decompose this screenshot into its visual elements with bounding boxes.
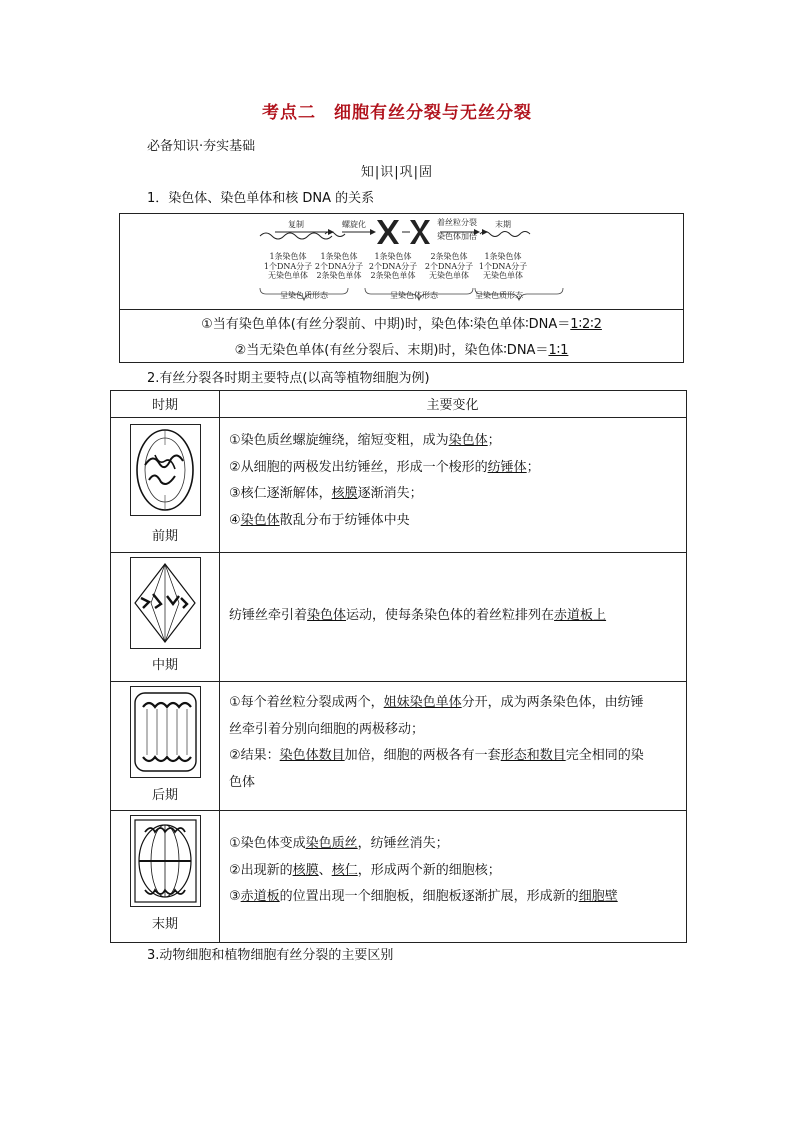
group-3-line-2: 2个DNA分子 [368, 261, 418, 271]
stage-prophase: 前期 [151, 529, 178, 544]
group-4-line-2: 2个DNA分子 [424, 261, 474, 271]
group-5-line-2: 1个DNA分子 [478, 261, 528, 271]
diagram-divider [120, 309, 683, 310]
text: 的位置出现一个细胞板，细胞板逐渐扩展，形成新的 [279, 889, 579, 904]
table-row-divider-1 [111, 552, 686, 553]
text: ，纺锤丝消失； [357, 836, 449, 851]
telophase-line-2 [229, 858, 618, 885]
keyword: 纺锤体 [487, 459, 527, 475]
metaphase-changes [229, 603, 606, 630]
telophase-image [130, 815, 201, 907]
chromosome-x-1 [377, 220, 399, 244]
brace-label-1: 呈染色质形态 [280, 291, 328, 300]
text: 散乱分布于纺锤体中央 [279, 512, 410, 528]
metaphase-image [130, 557, 201, 649]
anaphase-image [130, 686, 201, 778]
text: 丝牵引着分别向细胞的两极移动； [229, 721, 425, 737]
text: ①染色质丝螺旋缠绕，缩短变粗，成为 [229, 433, 449, 448]
group-3-line-1: 1条染色体 [374, 252, 412, 261]
keyword: 赤道板 [240, 889, 280, 904]
item3-title: 3.动物细胞和植物细胞有丝分裂的主要区别 [147, 948, 394, 963]
telophase-drawing [131, 816, 200, 906]
note-2 [120, 339, 683, 358]
prophase-changes [229, 428, 540, 534]
group-3 [367, 252, 419, 281]
text: 完全相同的染 [565, 748, 644, 763]
anaphase-line-1 [229, 690, 644, 717]
keyword: 染色体数目 [279, 748, 345, 763]
metaphase-line-1 [229, 603, 606, 630]
text: 运动，使每条染色体的着丝粒排列在 [346, 608, 555, 623]
text: 、 [318, 862, 332, 878]
header-changes: 主要变化 [426, 398, 479, 413]
text: ②出现新的 [229, 862, 293, 878]
group-1-line-2: 1个DNA分子 [263, 261, 313, 271]
group-2-line-3: 2条染色单体 [316, 271, 362, 280]
table-row-divider-3 [111, 810, 686, 811]
anaphase-line-3 [229, 743, 644, 770]
note-1 [120, 313, 683, 332]
keyword: 染色体 [240, 512, 280, 528]
arrow-label-replicate: 复制 [288, 220, 304, 229]
brace-label-3: 呈染色质形态 [475, 291, 523, 300]
header-stage: 时期 [151, 398, 178, 413]
group-3-line-3: 2条染色单体 [370, 271, 416, 280]
stage-telophase: 末期 [151, 917, 178, 932]
group-4-line-3: 无染色单体 [429, 271, 469, 280]
keyword: 核仁 [331, 862, 358, 878]
keyword: 赤道板上 [554, 608, 607, 623]
item2-title: 2.有丝分裂各时期主要特点(以高等植物细胞为例) [147, 371, 430, 386]
group-4 [423, 252, 475, 281]
note-2-text: ②当无染色单体(有丝分裂后、末期)时，染色体∶DNA＝ [234, 343, 549, 358]
text: 逐渐消失； [357, 486, 423, 501]
stage-anaphase: 后期 [151, 788, 178, 803]
text: ①每个着丝粒分裂成两个， [229, 695, 384, 710]
group-4-line-1: 2条染色体 [430, 252, 468, 261]
text: ②结果： [229, 748, 280, 763]
anaphase-line-2 [229, 717, 644, 744]
text: ③核仁逐渐解体， [229, 486, 332, 501]
text: 纺锤丝牵引着 [229, 608, 308, 623]
mitosis-stage-table [110, 390, 687, 943]
text: ②从细胞的两极发出纺锤丝，形成一个梭形的 [229, 459, 488, 475]
anaphase-drawing [131, 687, 200, 777]
arrow-label-doubling: 染色体加倍 [437, 232, 477, 241]
prophase-line-1 [229, 428, 540, 455]
item1-title: 1．染色体、染色单体和核 DNA 的关系 [147, 191, 375, 206]
arrow-condense-head [370, 229, 376, 235]
note-2-ratio: 1∶1 [548, 343, 569, 358]
subsection-label: 知|识|巩|固 [360, 165, 434, 180]
text: ； [526, 459, 540, 475]
group-1-line-3: 无染色单体 [268, 271, 308, 280]
group-5-line-3: 无染色单体 [483, 271, 523, 280]
text: ，形成两个新的细胞核； [357, 862, 501, 878]
table-col-divider [219, 391, 220, 942]
chromosome-dna-diagram [119, 213, 684, 363]
keyword: 姐妹染色单体 [383, 695, 462, 710]
text: 加倍，细胞的两极各有一套 [344, 748, 501, 763]
group-2-line-2: 2个DNA分子 [314, 261, 364, 271]
group-2 [313, 252, 365, 281]
brace-label-2: 呈染色体形态 [390, 291, 438, 300]
text: 分开，成为两条染色体，由纺锤 [461, 695, 644, 710]
telophase-line-3 [229, 884, 618, 911]
prophase-drawing [131, 425, 200, 515]
group-1-line-1: 1条染色体 [269, 252, 307, 261]
prophase-line-3 [229, 481, 540, 508]
table-row-divider-2 [111, 681, 686, 682]
keyword: 细胞壁 [578, 889, 618, 904]
keyword: 染色体 [448, 433, 488, 448]
arrow-telophase-head [482, 229, 488, 235]
telophase-line-1 [229, 831, 618, 858]
page-title: 考点二 细胞有丝分裂与无丝分裂 [262, 103, 532, 123]
text: 色体 [229, 774, 256, 790]
anaphase-line-4 [229, 770, 644, 797]
keyword: 核膜 [331, 486, 358, 501]
telophase-changes [229, 831, 618, 911]
group-5 [477, 252, 529, 281]
keyword: 形态和数目 [500, 748, 566, 763]
group-1 [263, 252, 313, 281]
group-2-line-1: 1条染色体 [320, 252, 358, 261]
prophase-line-4 [229, 508, 540, 535]
section-label: 必备知识·夯实基础 [147, 139, 256, 154]
chromatin-wave-1 [260, 233, 332, 239]
keyword: 染色体 [307, 608, 347, 623]
arrow-label-centromere-split: 着丝粒分裂 [437, 218, 477, 227]
note-1-ratio: 1∶2∶2 [570, 317, 602, 332]
anaphase-changes [229, 690, 644, 796]
arrow-label-telophase: 末期 [495, 220, 511, 229]
keyword: 染色质丝 [305, 836, 358, 851]
text: ； [487, 433, 501, 448]
stage-metaphase: 中期 [151, 658, 178, 673]
text: ③ [229, 889, 241, 904]
table-header-divider [111, 417, 686, 418]
group-5-line-1: 1条染色体 [484, 252, 522, 261]
text: ①染色体变成 [229, 836, 306, 851]
note-1-text: ①当有染色单体(有丝分裂前、中期)时，染色体∶染色单体∶DNA＝ [201, 317, 571, 332]
arrow-label-condense: 螺旋化 [342, 220, 366, 229]
metaphase-drawing [131, 558, 200, 648]
text: ④ [229, 512, 241, 528]
prophase-line-2 [229, 455, 540, 482]
chromosome-x-2 [410, 220, 430, 244]
prophase-image [130, 424, 201, 516]
keyword: 核膜 [292, 862, 319, 878]
